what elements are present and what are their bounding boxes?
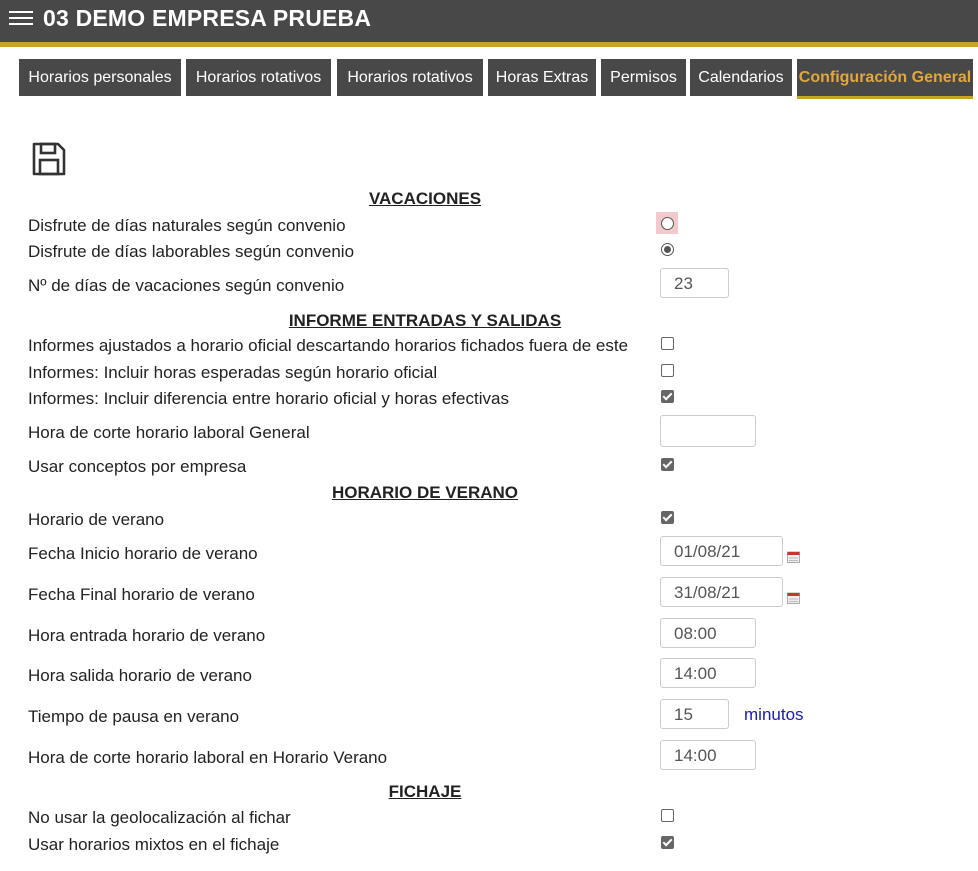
tab-calendarios[interactable]: Calendarios <box>690 59 792 96</box>
label-dias-naturales: Disfrute de días naturales según convenio <box>28 216 346 235</box>
tab-horas-extras[interactable]: Horas Extras <box>488 59 596 96</box>
checkbox-conceptos-empresa[interactable] <box>661 458 674 471</box>
calendar-icon[interactable] <box>787 592 800 604</box>
label-tiempo-pausa: Tiempo de pausa en verano <box>28 707 240 726</box>
label-hora-corte-general: Hora de corte horario laboral General <box>28 423 310 442</box>
checkbox-horarios-mixtos[interactable] <box>661 836 674 849</box>
app-title: 03 DEMO EMPRESA PRUEBA <box>43 5 372 31</box>
label-informes-ajustados: Informes ajustados a horario oficial descartando horarios fichados fuera de este <box>28 336 629 355</box>
checkbox-geolocalizacion[interactable] <box>661 809 674 822</box>
label-horas-esperadas: Informes: Incluir horas esperadas según horario oficial <box>28 363 438 382</box>
input-hora-corte-general[interactable] <box>660 415 756 447</box>
radio-dias-naturales[interactable] <box>661 217 674 230</box>
label-dias-vacaciones: Nº de días de vacaciones según convenio <box>28 276 345 295</box>
tab-horarios-rotativos-1[interactable]: Horarios rotativos <box>186 59 331 96</box>
tab-configuracion-general[interactable]: Configuración General <box>797 59 973 99</box>
label-hora-corte-verano: Hora de corte horario laboral en Horario Verano <box>28 748 388 767</box>
label-horario-verano: Horario de verano <box>28 510 165 529</box>
label-hora-salida-verano: Hora salida horario de verano <box>28 666 252 685</box>
input-fecha-inicio[interactable]: 01/08/21 <box>660 536 783 566</box>
tab-horarios-rotativos-2[interactable]: Horarios rotativos <box>337 59 483 96</box>
label-diferencia-horario: Informes: Incluir diferencia entre horario oficial y horas efectivas <box>28 389 509 408</box>
label-conceptos-empresa: Usar conceptos por empresa <box>28 457 247 476</box>
label-geolocalizacion: No usar la geolocalización al fichar <box>28 808 291 827</box>
input-tiempo-pausa[interactable]: 15 <box>660 699 729 729</box>
hamburger-menu-icon[interactable] <box>9 7 33 31</box>
label-hora-entrada-verano: Hora entrada horario de verano <box>28 626 266 645</box>
input-hora-corte-verano[interactable]: 14:00 <box>660 740 756 770</box>
input-hora-salida-verano[interactable]: 14:00 <box>660 658 756 688</box>
label-horarios-mixtos: Usar horarios mixtos en el fichaje <box>28 835 280 854</box>
tab-permisos[interactable]: Permisos <box>601 59 686 96</box>
section-title-verano: HORARIO DE VERANO <box>331 483 519 502</box>
label-fecha-final: Fecha Final horario de verano <box>28 585 255 604</box>
checkbox-horas-esperadas[interactable] <box>661 364 674 377</box>
calendar-icon[interactable] <box>787 551 800 563</box>
input-fecha-final[interactable]: 31/08/21 <box>660 577 783 607</box>
radio-dias-laborables[interactable] <box>661 243 674 256</box>
input-hora-entrada-verano[interactable]: 08:00 <box>660 618 756 648</box>
section-title-vacaciones: VACACIONES <box>368 189 482 208</box>
label-dias-laborables: Disfrute de días laborables según convenio <box>28 242 355 261</box>
checkbox-diferencia-horario[interactable] <box>661 390 674 403</box>
section-title-informe: INFORME ENTRADAS Y SALIDAS <box>288 311 562 330</box>
section-title-fichaje: FICHAJE <box>388 782 462 801</box>
label-fecha-inicio: Fecha Inicio horario de verano <box>28 544 258 563</box>
floppy-disk-icon[interactable] <box>30 140 68 178</box>
tab-horarios-personales[interactable]: Horarios personales <box>19 59 181 96</box>
top-bar <box>0 0 978 47</box>
input-dias-vacaciones[interactable]: 23 <box>660 268 729 298</box>
checkbox-horario-verano[interactable] <box>661 511 674 524</box>
checkbox-informes-ajustados[interactable] <box>661 337 674 350</box>
unit-minutos: minutos <box>744 705 804 724</box>
